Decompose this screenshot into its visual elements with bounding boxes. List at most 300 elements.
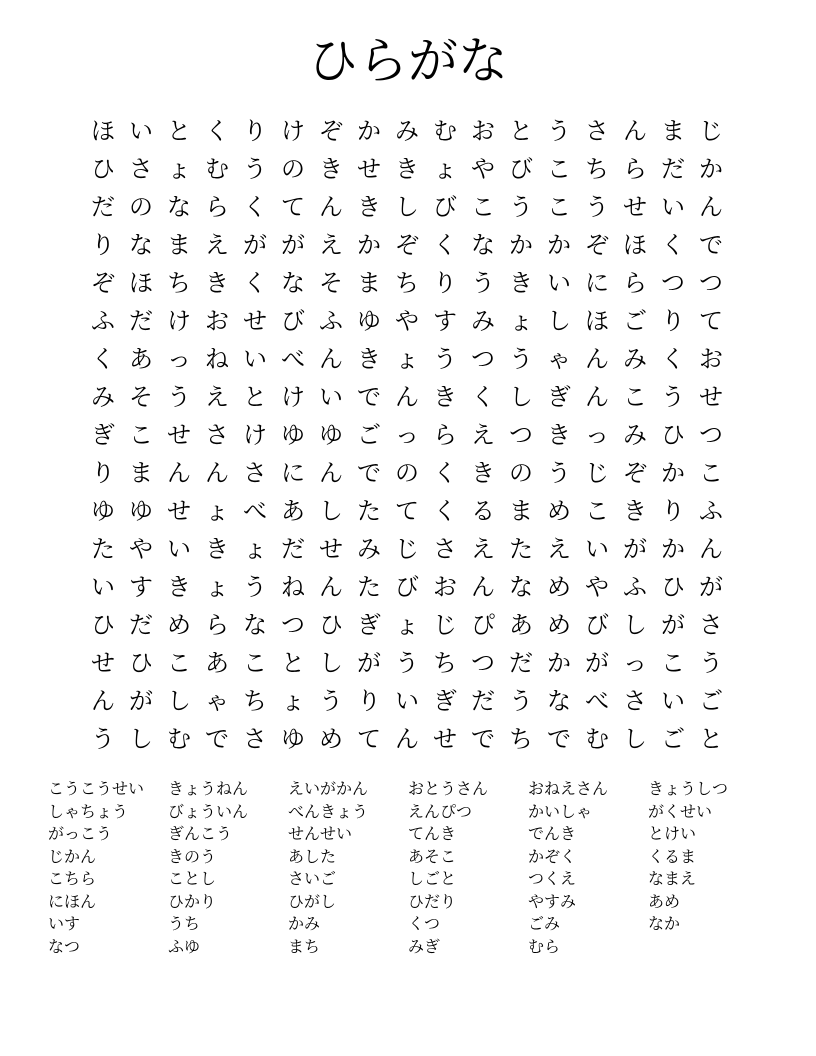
word-list-item: しゃちょう — [48, 801, 129, 821]
grid-cell: り — [661, 307, 685, 335]
word-list-item: ぎんこう — [168, 824, 233, 843]
grid-cell: ま — [129, 459, 153, 487]
grid-cell: り — [433, 269, 457, 297]
grid-cell: か — [547, 231, 571, 259]
grid-cell: う — [471, 269, 495, 297]
grid-cell: こ — [547, 193, 571, 221]
grid-cell: ち — [395, 269, 419, 297]
grid-cell: さ — [129, 155, 153, 183]
grid-cell: め — [547, 573, 571, 601]
grid-cell: ん — [585, 383, 609, 411]
grid-cell: か — [661, 459, 685, 487]
grid-cell: う — [243, 573, 267, 601]
grid-cell: き — [471, 459, 495, 487]
grid-cell: し — [623, 725, 647, 753]
grid-cell: が — [661, 611, 685, 639]
grid-cell: じ — [699, 117, 723, 145]
word-list-item: じかん — [48, 846, 97, 866]
word-list-item: べんきょう — [288, 801, 369, 821]
grid-cell: う — [699, 649, 723, 677]
grid-cell: っ — [167, 345, 191, 373]
word-list-item: なまえ — [648, 869, 697, 888]
grid-cell: せ — [243, 307, 267, 335]
grid-cell: え — [547, 535, 571, 563]
word-list-item: みぎ — [408, 936, 441, 956]
grid-cell: せ — [167, 421, 191, 449]
word-list-item: びょういん — [168, 801, 249, 821]
grid-cell: く — [243, 269, 267, 297]
word-list-item: とけい — [648, 824, 697, 843]
grid-cell: こ — [585, 497, 609, 525]
grid-cell: ん — [623, 117, 647, 145]
word-list-item: こちら — [48, 869, 97, 888]
grid-cell: う — [661, 383, 685, 411]
grid-cell: じ — [395, 535, 419, 563]
grid-cell: む — [167, 725, 191, 753]
grid-cell: で — [357, 383, 381, 411]
grid-cell: ら — [623, 155, 647, 183]
grid-cell: っ — [585, 421, 609, 449]
grid-cell: う — [243, 155, 267, 183]
grid-cell: べ — [585, 687, 609, 715]
grid-cell: ん — [205, 459, 229, 487]
grid-cell: ぞ — [91, 269, 115, 297]
grid-cell: し — [319, 497, 343, 525]
word-list-item: ことし — [168, 869, 217, 888]
grid-cell: だ — [91, 193, 115, 221]
grid-cell: ら — [623, 269, 647, 297]
grid-cell: ぎ — [357, 611, 381, 639]
grid-cell: で — [699, 231, 723, 259]
word-list-item: かみ — [288, 914, 321, 933]
grid-cell: ち — [167, 269, 191, 297]
grid-cell: こ — [129, 421, 153, 449]
grid-cell: む — [433, 117, 457, 145]
grid-cell: ん — [319, 573, 343, 601]
grid-cell: い — [547, 269, 571, 297]
grid-cell: ふ — [319, 307, 343, 335]
word-list-item: おねえさん — [528, 779, 609, 798]
grid-cell: な — [547, 687, 571, 715]
word-list-item: こうこうせい — [48, 779, 145, 798]
grid-cell: き — [205, 269, 229, 297]
grid-cell: ぴ — [471, 611, 495, 639]
grid-cell: た — [91, 535, 115, 563]
grid-cell: ん — [471, 573, 495, 601]
grid-cell: ひ — [319, 611, 343, 639]
grid-cell: か — [509, 231, 533, 259]
grid-cell: ん — [319, 345, 343, 373]
grid-cell: び — [585, 611, 609, 639]
grid-cell: さ — [243, 725, 267, 753]
grid-cell: り — [661, 497, 685, 525]
grid-cell: ん — [699, 535, 723, 563]
grid-cell: ゆ — [357, 307, 381, 335]
grid-cell: が — [129, 687, 153, 715]
grid-cell: つ — [471, 649, 495, 677]
grid-cell: ょ — [281, 687, 305, 715]
grid-cell: う — [91, 725, 115, 753]
grid-cell: と — [699, 725, 723, 753]
grid-cell: ん — [167, 459, 191, 487]
grid-cell: し — [395, 193, 419, 221]
grid-cell: つ — [281, 611, 305, 639]
grid-cell: い — [167, 535, 191, 563]
grid-cell: と — [281, 649, 305, 677]
grid-cell: ん — [395, 383, 419, 411]
grid-cell: な — [167, 193, 191, 221]
grid-cell: り — [243, 117, 267, 145]
grid-cell: せ — [91, 649, 115, 677]
grid-cell: だ — [129, 307, 153, 335]
grid-cell: ら — [205, 611, 229, 639]
grid-cell: せ — [319, 535, 343, 563]
word-list-item: くつ — [408, 914, 441, 933]
grid-cell: ょ — [243, 535, 267, 563]
grid-cell: て — [699, 307, 723, 335]
grid-cell: む — [585, 725, 609, 753]
grid-cell: の — [509, 459, 533, 487]
grid-cell: ら — [205, 193, 229, 221]
grid-cell: さ — [243, 459, 267, 487]
grid-cell: あ — [281, 497, 305, 525]
grid-cell: ち — [585, 155, 609, 183]
grid-cell: え — [205, 231, 229, 259]
grid-cell: め — [547, 497, 571, 525]
grid-cell: だ — [661, 155, 685, 183]
grid-cell: き — [395, 155, 419, 183]
grid-cell: ゆ — [129, 497, 153, 525]
grid-cell: か — [699, 155, 723, 183]
grid-cell: い — [395, 687, 419, 715]
word-list-item: ひだり — [408, 891, 457, 911]
word-list-item: つくえ — [528, 869, 577, 888]
grid-cell: じ — [585, 459, 609, 487]
grid-cell: が — [357, 649, 381, 677]
grid-cell: ま — [357, 269, 381, 297]
grid-cell: ぞ — [395, 231, 419, 259]
grid-cell: が — [281, 231, 305, 259]
grid-cell: た — [357, 497, 381, 525]
grid-cell: け — [281, 383, 305, 411]
grid-cell: ご — [357, 421, 381, 449]
grid-cell: さ — [699, 611, 723, 639]
grid-cell: る — [471, 497, 495, 525]
grid-cell: み — [471, 307, 495, 335]
word-list-item: ひがし — [288, 891, 337, 911]
grid-cell: う — [167, 383, 191, 411]
grid-cell: や — [395, 307, 419, 335]
word-list-item: きょうしつ — [648, 779, 729, 798]
grid-cell: て — [395, 497, 419, 525]
grid-cell: ま — [661, 117, 685, 145]
grid-cell: ゆ — [281, 725, 305, 753]
grid-cell: ち — [243, 687, 267, 715]
word-list-item: えいがかん — [288, 779, 369, 798]
grid-cell: え — [205, 383, 229, 411]
grid-cell: き — [509, 269, 533, 297]
grid-cell: に — [281, 459, 305, 487]
grid-cell: ん — [319, 193, 343, 221]
grid-cell: ょ — [167, 155, 191, 183]
grid-cell: す — [433, 307, 457, 335]
word-list — [48, 778, 768, 958]
grid-cell: や — [129, 535, 153, 563]
grid-cell: い — [661, 687, 685, 715]
grid-cell: ゃ — [205, 687, 229, 715]
grid-cell: さ — [433, 535, 457, 563]
grid-cell: き — [547, 421, 571, 449]
grid-cell: ょ — [395, 611, 419, 639]
grid-cell: ま — [167, 231, 191, 259]
grid-cell: ん — [585, 345, 609, 373]
grid-cell: こ — [623, 383, 647, 411]
grid-cell: く — [661, 231, 685, 259]
grid-cell: う — [433, 345, 457, 373]
grid-cell: ご — [699, 687, 723, 715]
grid-cell: ご — [623, 307, 647, 335]
grid-cell: お — [471, 117, 495, 145]
grid-cell: あ — [205, 649, 229, 677]
grid-cell: ょ — [395, 345, 419, 373]
grid-cell: ょ — [205, 573, 229, 601]
grid-cell: な — [471, 231, 495, 259]
grid-cell: う — [319, 687, 343, 715]
grid-cell: い — [319, 383, 343, 411]
grid-cell: ひ — [129, 649, 153, 677]
grid-cell: い — [585, 535, 609, 563]
grid-cell: ほ — [623, 231, 647, 259]
grid-cell: そ — [319, 269, 343, 297]
grid-cell: ひ — [91, 155, 115, 183]
grid-cell: さ — [585, 117, 609, 145]
grid-cell: む — [205, 155, 229, 183]
grid-cell: で — [357, 459, 381, 487]
grid-cell: け — [281, 117, 305, 145]
grid-cell: う — [585, 193, 609, 221]
grid-cell: ゆ — [281, 421, 305, 449]
grid-cell: ぎ — [547, 383, 571, 411]
word-list-item: やすみ — [528, 891, 577, 911]
grid-cell: が — [623, 535, 647, 563]
grid-cell: き — [357, 345, 381, 373]
grid-cell: ん — [91, 687, 115, 715]
grid-cell: ね — [281, 573, 305, 601]
grid-cell: し — [509, 383, 533, 411]
grid-cell: ま — [509, 497, 533, 525]
grid-cell: せ — [167, 497, 191, 525]
grid-cell: が — [243, 231, 267, 259]
grid-cell: ぞ — [319, 117, 343, 145]
word-search-grid — [84, 112, 730, 758]
grid-cell: っ — [395, 421, 419, 449]
grid-cell: か — [357, 231, 381, 259]
grid-cell: き — [205, 535, 229, 563]
grid-cell: ん — [319, 459, 343, 487]
grid-cell: が — [699, 573, 723, 601]
word-list-item: ふゆ — [168, 936, 201, 956]
grid-cell: り — [91, 231, 115, 259]
grid-cell: お — [205, 307, 229, 335]
grid-cell: め — [547, 611, 571, 639]
grid-cell: ら — [433, 421, 457, 449]
grid-cell: ほ — [585, 307, 609, 335]
word-list-item: せんせい — [288, 824, 353, 843]
grid-cell: ぎ — [91, 421, 115, 449]
grid-cell: く — [243, 193, 267, 221]
grid-cell: び — [395, 573, 419, 601]
word-list-item: あした — [288, 846, 337, 866]
grid-cell: く — [91, 345, 115, 373]
grid-cell: み — [91, 383, 115, 411]
grid-cell: い — [91, 573, 115, 601]
grid-cell: き — [319, 155, 343, 183]
grid-cell: み — [623, 345, 647, 373]
grid-cell: た — [509, 535, 533, 563]
grid-cell: ょ — [205, 497, 229, 525]
grid-cell: う — [509, 687, 533, 715]
grid-cell: ふ — [91, 307, 115, 335]
grid-cell: せ — [357, 155, 381, 183]
grid-cell: だ — [281, 535, 305, 563]
word-list-item: なつ — [48, 936, 81, 956]
grid-cell: き — [357, 193, 381, 221]
grid-cell: で — [205, 725, 229, 753]
grid-cell: き — [623, 497, 647, 525]
word-list-item: くるま — [648, 846, 697, 866]
grid-cell: こ — [547, 155, 571, 183]
word-list-item: えんぴつ — [408, 801, 473, 821]
grid-cell: く — [433, 497, 457, 525]
grid-cell: め — [319, 725, 343, 753]
grid-cell: う — [547, 117, 571, 145]
grid-cell: ほ — [129, 269, 153, 297]
grid-cell: び — [509, 155, 533, 183]
grid-cell: し — [129, 725, 153, 753]
grid-cell: つ — [509, 421, 533, 449]
grid-cell: う — [509, 193, 533, 221]
grid-cell: あ — [129, 345, 153, 373]
grid-cell: み — [395, 117, 419, 145]
grid-cell: め — [167, 611, 191, 639]
grid-cell: の — [395, 459, 419, 487]
grid-cell: せ — [433, 725, 457, 753]
grid-cell: お — [433, 573, 457, 601]
grid-cell: と — [167, 117, 191, 145]
grid-cell: で — [547, 725, 571, 753]
grid-cell: か — [357, 117, 381, 145]
grid-cell: べ — [281, 345, 305, 373]
grid-cell: そ — [129, 383, 153, 411]
grid-cell: な — [281, 269, 305, 297]
grid-cell: さ — [623, 687, 647, 715]
grid-cell: し — [547, 307, 571, 335]
grid-cell: つ — [471, 345, 495, 373]
grid-cell: み — [623, 421, 647, 449]
grid-cell: ん — [395, 725, 419, 753]
grid-cell: て — [281, 193, 305, 221]
grid-cell: ち — [433, 649, 457, 677]
word-list-item: がっこう — [48, 824, 113, 843]
page-title: ひらがな — [308, 32, 508, 90]
grid-cell: け — [243, 421, 267, 449]
grid-cell: く — [433, 231, 457, 259]
grid-cell: い — [129, 117, 153, 145]
grid-cell: だ — [129, 611, 153, 639]
grid-cell: っ — [623, 649, 647, 677]
grid-cell: い — [661, 193, 685, 221]
grid-cell: ゆ — [319, 421, 343, 449]
word-list-item: うち — [168, 914, 201, 933]
word-list-item: てんき — [408, 824, 457, 843]
grid-cell: ぞ — [585, 231, 609, 259]
grid-cell: や — [585, 573, 609, 601]
grid-cell: ひ — [91, 611, 115, 639]
grid-cell: き — [167, 573, 191, 601]
grid-cell: ひ — [661, 573, 685, 601]
grid-cell: か — [661, 535, 685, 563]
word-list-item: がくせい — [648, 801, 713, 821]
grid-cell: く — [661, 345, 685, 373]
word-list-item: あそこ — [408, 846, 457, 866]
grid-cell: ひ — [661, 421, 685, 449]
grid-cell: お — [699, 345, 723, 373]
grid-cell: し — [167, 687, 191, 715]
grid-cell: え — [319, 231, 343, 259]
grid-cell: ゃ — [547, 345, 571, 373]
grid-cell: ょ — [509, 307, 533, 335]
word-list-item: でんき — [528, 824, 577, 843]
grid-cell: て — [357, 725, 381, 753]
grid-cell: ゆ — [91, 497, 115, 525]
word-list-item: しごと — [408, 869, 457, 888]
grid-cell: さ — [205, 421, 229, 449]
grid-cell: ぎ — [433, 687, 457, 715]
grid-cell: し — [623, 611, 647, 639]
grid-cell: こ — [243, 649, 267, 677]
grid-cell: と — [509, 117, 533, 145]
grid-cell: な — [509, 573, 533, 601]
word-list-item: かぞく — [528, 846, 577, 866]
word-list-item: ごみ — [528, 914, 561, 933]
grid-cell: ね — [205, 345, 229, 373]
grid-cell: び — [281, 307, 305, 335]
grid-cell: せ — [699, 383, 723, 411]
grid-cell: じ — [433, 611, 457, 639]
word-list-item: あめ — [648, 891, 681, 911]
word-list-item: なか — [648, 914, 681, 933]
word-list-item: かいしゃ — [528, 801, 593, 821]
grid-cell: に — [585, 269, 609, 297]
grid-cell: み — [357, 535, 381, 563]
grid-cell: つ — [699, 421, 723, 449]
grid-cell: の — [129, 193, 153, 221]
grid-cell: な — [243, 611, 267, 639]
grid-cell: こ — [661, 649, 685, 677]
grid-cell: こ — [471, 193, 495, 221]
grid-cell: し — [319, 649, 343, 677]
grid-cell: な — [129, 231, 153, 259]
word-list-item: きょうねん — [168, 779, 249, 798]
word-list-item: むら — [528, 936, 561, 956]
grid-cell: と — [243, 383, 267, 411]
grid-cell: だ — [471, 687, 495, 715]
grid-cell: え — [471, 535, 495, 563]
grid-cell: う — [547, 459, 571, 487]
word-list-item: にほん — [48, 891, 97, 911]
grid-cell: り — [91, 459, 115, 487]
word-list-item: まち — [288, 936, 321, 956]
